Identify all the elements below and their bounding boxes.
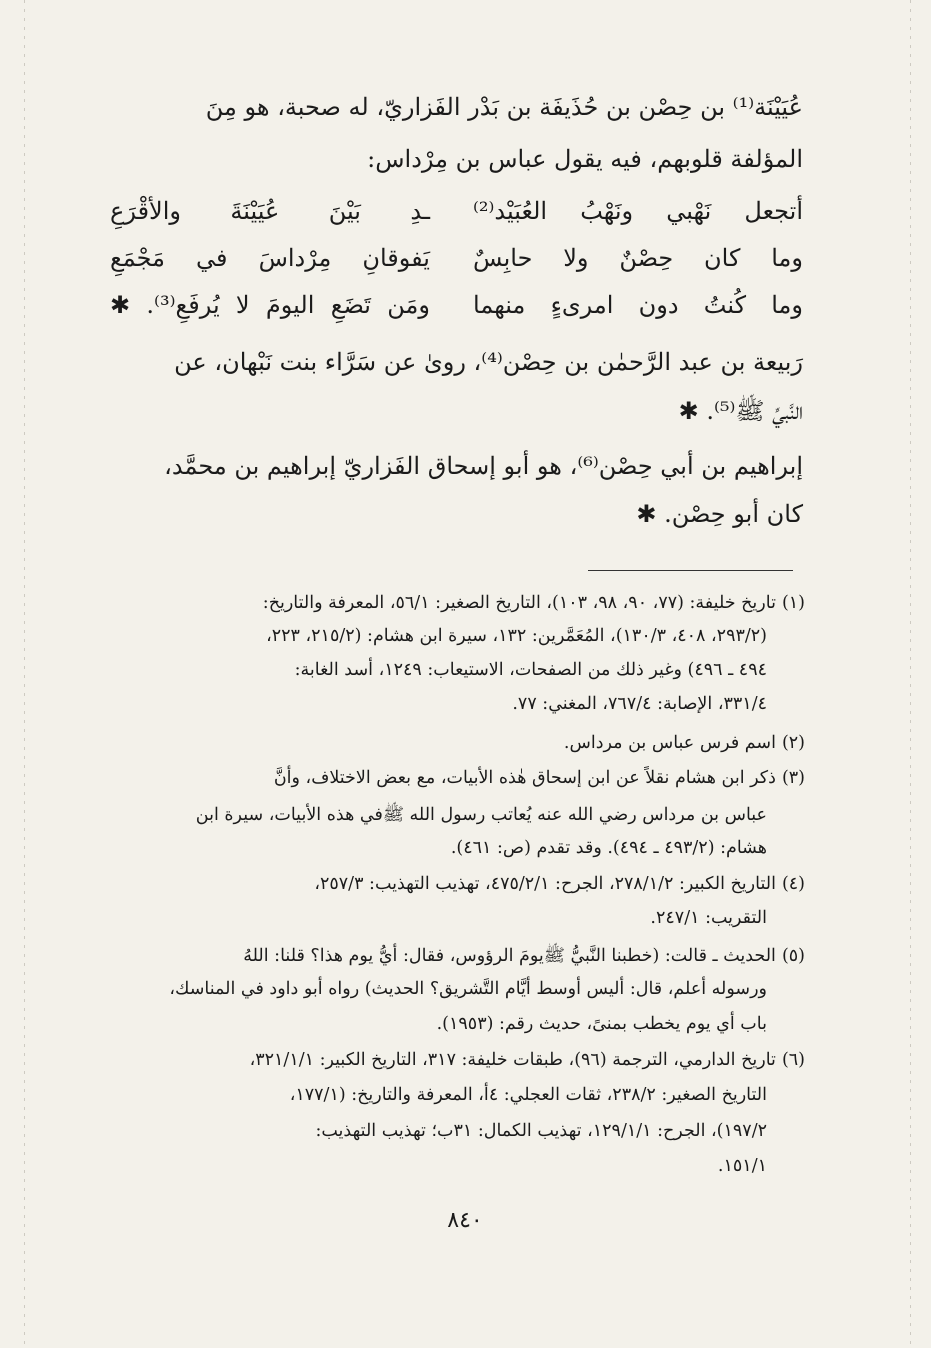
footnote-1-number: (١) bbox=[781, 593, 805, 613]
entry-rabia-line-2: النَّبيِّ ﷺ⁽⁵⁾. ✱ bbox=[678, 397, 803, 425]
footnote-3-line-2: عباس بن مرداس رضي الله عنه يُعاتب رسول الله ﷺفي هذه الأبيات، سيرة ابن bbox=[195, 805, 767, 825]
poem-verse-3 bbox=[110, 291, 803, 331]
scan-edge-left bbox=[24, 0, 25, 1348]
scan-edge-right bbox=[910, 0, 911, 1348]
verse-2-second-hemistich: يَفوقانِ مِرْداسَ في مَجْمَعِ bbox=[110, 244, 430, 272]
entry-uyayna-line-1: عُيَيْنَة⁽¹⁾ بن حِصْن بن حُذَيفَة بن بَدْر الفَزاريّ، له صحبة، هو مِنَ bbox=[205, 93, 803, 121]
footnote-2-line-1 bbox=[120, 733, 805, 753]
footnote-1-line-3: ٤٩٤ ـ ٤٩٦) وغير ذلك من الصفحات، الاستيعاب: ١٢٤٩، أسد الغابة: bbox=[294, 660, 767, 680]
footnote-separator bbox=[588, 570, 793, 571]
footnote-3-text: ذكر ابن هشام نقلاً عن ابن إسحاق هٰذه الأبيات، مع بعض الاختلاف، وأنَّ bbox=[273, 768, 776, 788]
footnote-6-text: تاريخ الدارمي، الترجمة (٩٦)، طبقات خليفة: ٣١٧، التاريخ الكبير: ٣٢١/١/١، bbox=[249, 1050, 776, 1070]
verse-3-first-hemistich: وما كُنتُ دون امرىءٍ منهما bbox=[473, 291, 803, 319]
footnote-6-line-1 bbox=[120, 1050, 805, 1070]
footnote-3-number: (٣) bbox=[781, 768, 805, 788]
footnote-5-number: (٥) bbox=[781, 946, 805, 966]
footnote-2-number: (٢) bbox=[781, 733, 805, 753]
footnote-4-number: (٤) bbox=[781, 874, 805, 894]
footnote-1-line-4: ٣٣١/٤، الإصابة: ٧٦٧/٤، المغني: ٧٧. bbox=[512, 694, 767, 714]
footnote-1-line-1 bbox=[120, 593, 805, 613]
footnote-4-line-1 bbox=[120, 874, 805, 894]
footnote-3-line-1 bbox=[120, 768, 805, 788]
footnote-6-line-3: ١٩٧/٢)، الجرح: ١٢٩/١/١، تهذيب الكمال: ٣١ب؛ تهذيب التهذيب: bbox=[315, 1121, 767, 1141]
verse-1-first-hemistich: أتجعل نَهْبي ونَهْبُ العُبَيْد⁽²⁾ bbox=[473, 197, 803, 225]
footnote-4-text: التاريخ الكبير: ٢٧٨/١/٢، الجرح: ٤٧٥/٢/١، تهذيب التهذيب: ٢٥٧/٣، bbox=[314, 874, 776, 894]
page-number: ٨٤٠ bbox=[447, 1208, 483, 1233]
footnote-1-line-2: (٢٩٣/٢، ٤٠٨، ١٣٠/٣)، المُعَمَّرين: ١٣٢، سيرة ابن هشام: (٢١٥/٢، ٢٢٣، bbox=[266, 626, 767, 646]
entry-ibrahim-line-2: كان أبو حِصْن. ✱ bbox=[636, 500, 803, 528]
footnote-6-line-2: التاريخ الصغير: ٢٣٨/٢، ثقات العجلي: ٤أ، المعرفة والتاريخ: (١٧٧/١، bbox=[289, 1085, 767, 1105]
entry-uyayna-line-2: المؤلفة قلوبهم، فيه يقول عباس بن مِرْداس: bbox=[367, 145, 803, 173]
poem-verse-1 bbox=[110, 197, 803, 237]
verse-2-first-hemistich: وما كان حِصْنٌ ولا حابِسٌ bbox=[473, 244, 803, 272]
footnote-6-number: (٦) bbox=[781, 1050, 805, 1070]
verse-1-second-hemistich: ـدِ بَيْنَ عُيَيْنَةَ والأقْرَعِ bbox=[110, 197, 430, 225]
entry-rabia-line-1: رَبيعة بن عبد الرَّحمٰن بن حِصْن⁽⁴⁾، روىٰ عن سَرَّاء بنت نَبْهان، عن bbox=[174, 348, 803, 376]
footnote-5-line-2: ورسوله أعلم، قال: أليس أوسط أيَّام التَّشريق؟ الحديث) رواه أبو داود في المناسك، bbox=[169, 979, 767, 999]
footnote-5-text: الحديث ـ قالت: (خطبنا النَّبيُّ ﷺيومَ الرؤوس، فقال: أيُّ يوم هذا؟ قلنا: اللهُ bbox=[243, 946, 776, 966]
poem-verse-2 bbox=[110, 244, 803, 284]
footnote-4-line-2: التقريب: ٢٤٧/١. bbox=[650, 908, 767, 928]
footnote-2-text: اسم فرس عباس بن مرداس. bbox=[563, 733, 776, 753]
footnote-3-line-3: هشام: (٤٩٣/٢ ـ ٤٩٤). وقد تقدم (ص: ٤٦١). bbox=[450, 838, 767, 858]
entry-ibrahim-line-1: إبراهيم بن أبي حِصْن⁽⁶⁾، هو أبو إسحاق الفَزاريّ إبراهيم بن محمَّد، bbox=[164, 452, 803, 480]
footnote-5-line-3: باب أي يوم يخطب بمنىً، حديث رقم: (١٩٥٣). bbox=[436, 1014, 767, 1034]
footnote-6-line-4: ١٥١/١. bbox=[717, 1156, 767, 1176]
footnote-5-line-1 bbox=[120, 944, 805, 970]
footnote-1-text: تاريخ خليفة: (٧٧، ٩٠، ٩٨، ١٠٣)، التاريخ الصغير: ٥٦/١، المعرفة والتاريخ: bbox=[262, 593, 776, 613]
verse-3-second-hemistich: ومَن تَضَعِ اليومَ لا يُرفَعِ⁽³⁾. ✱ bbox=[110, 291, 430, 319]
